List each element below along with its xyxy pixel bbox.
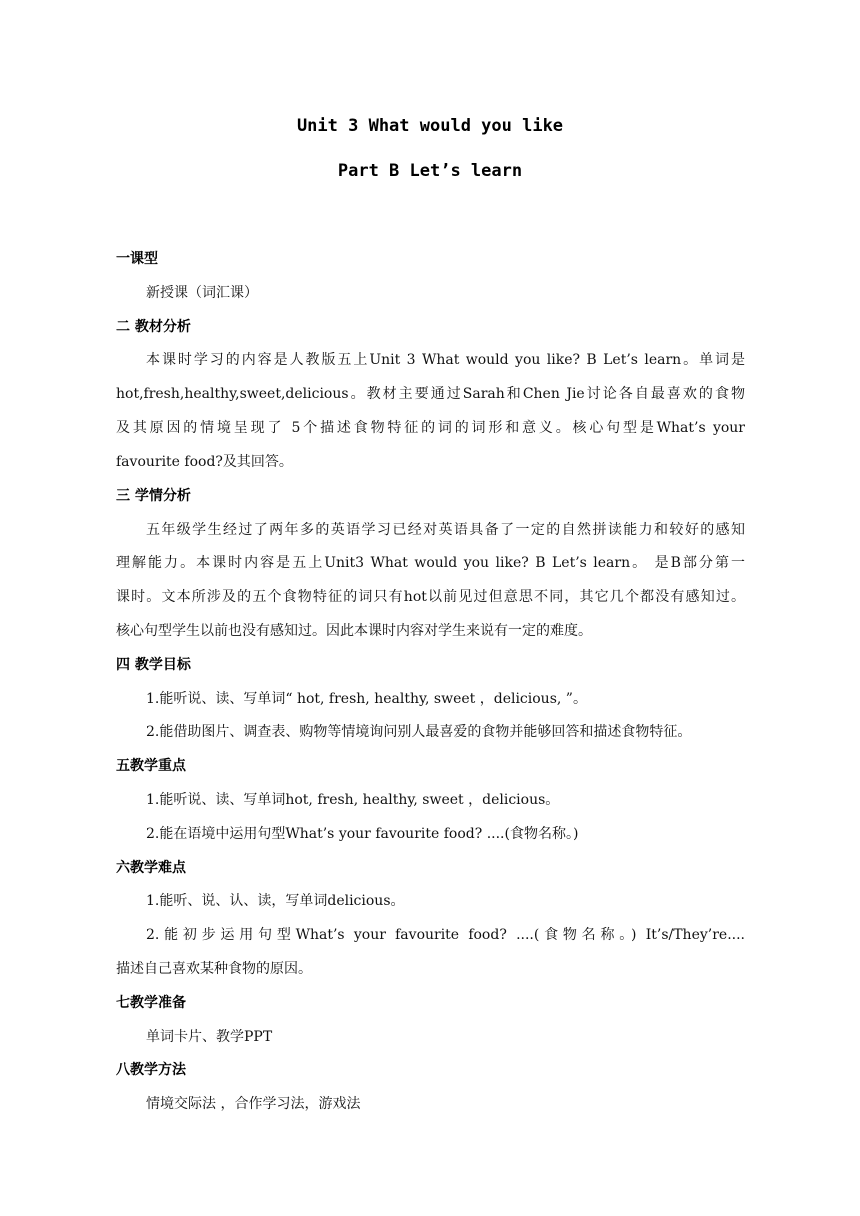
section-text-line: 2.能初步运用句型What’s your favourite food? ....(食物名称。) It’s/They’re.... xyxy=(146,927,745,943)
section-heading-preparation: 七教学准备 xyxy=(116,995,186,1011)
document-subtitle: Part B Let’s learn xyxy=(337,161,523,181)
section-text-line: 描述自己喜欢某种食物的原因。 xyxy=(116,961,312,977)
section-text-line: hot,fresh,healthy,sweet,delicious。教材主要通过Sarah和Chen Jie讨论各自最喜欢的食物 xyxy=(116,386,745,402)
section-text-line: 及其原因的情境呈现了 5个描述食物特征的词的词形和意义。核心句型是What’s your xyxy=(116,420,745,436)
section-heading-key-points: 五教学重点 xyxy=(116,758,186,774)
section-text-line: 理解能力。本课时内容是五上Unit3 What would you like? B Let’s learn。 是B部分第一 xyxy=(116,555,745,571)
section-text-line: 1.能听说、读、写单词“ hot, fresh, healthy, sweet ，delicious, ”。 xyxy=(146,691,587,707)
section-heading-teaching-goals: 四 教学目标 xyxy=(116,657,191,673)
section-heading-material-analysis: 二 教材分析 xyxy=(116,319,191,335)
section-text-line: 2.能在语境中运用句型What’s your favourite food? ....(食物名称。) xyxy=(146,826,579,842)
section-text-line: 2.能借助图片、调查表、购物等情境询问别人最喜爱的食物并能够回答和描述食物特征。 xyxy=(146,724,692,740)
section-heading-lesson-type: 一课型 xyxy=(116,251,158,267)
section-text-line: 情境交际法 ，合作学习法，游戏法 xyxy=(146,1096,361,1112)
section-text-line: 1.能听、说、认、读，写单词delicious。 xyxy=(146,893,405,909)
section-heading-student-analysis: 三 学情分析 xyxy=(116,488,191,504)
section-text-line: 1.能听说、读、写单词hot, fresh, healthy, sweet ，delicious。 xyxy=(146,792,560,808)
section-text-line: 课时。文本所涉及的五个食物特征的词只有hot以前见过但意思不同，其它几个都没有感知过。 xyxy=(116,589,745,605)
section-text-line: 单词卡片、教学PPT xyxy=(146,1029,273,1045)
section-text-line: 本课时学习的内容是人教版五上Unit 3 What would you like? B Let’s learn。单词是 xyxy=(146,352,745,368)
section-heading-difficulties: 六教学难点 xyxy=(116,860,186,876)
section-text-line: 新授课（词汇课） xyxy=(146,285,258,301)
section-heading-teaching-methods: 八教学方法 xyxy=(116,1062,186,1078)
section-text-line: favourite food?及其回答。 xyxy=(116,454,293,470)
section-text-line: 五年级学生经过了两年多的英语学习已经对英语具备了一定的自然拼读能力和较好的感知 xyxy=(146,522,745,538)
section-text-line: 核心句型学生以前也没有感知过。因此本课时内容对学生来说有一定的难度。 xyxy=(116,623,592,639)
document-title: Unit 3 What would you like xyxy=(296,116,564,136)
